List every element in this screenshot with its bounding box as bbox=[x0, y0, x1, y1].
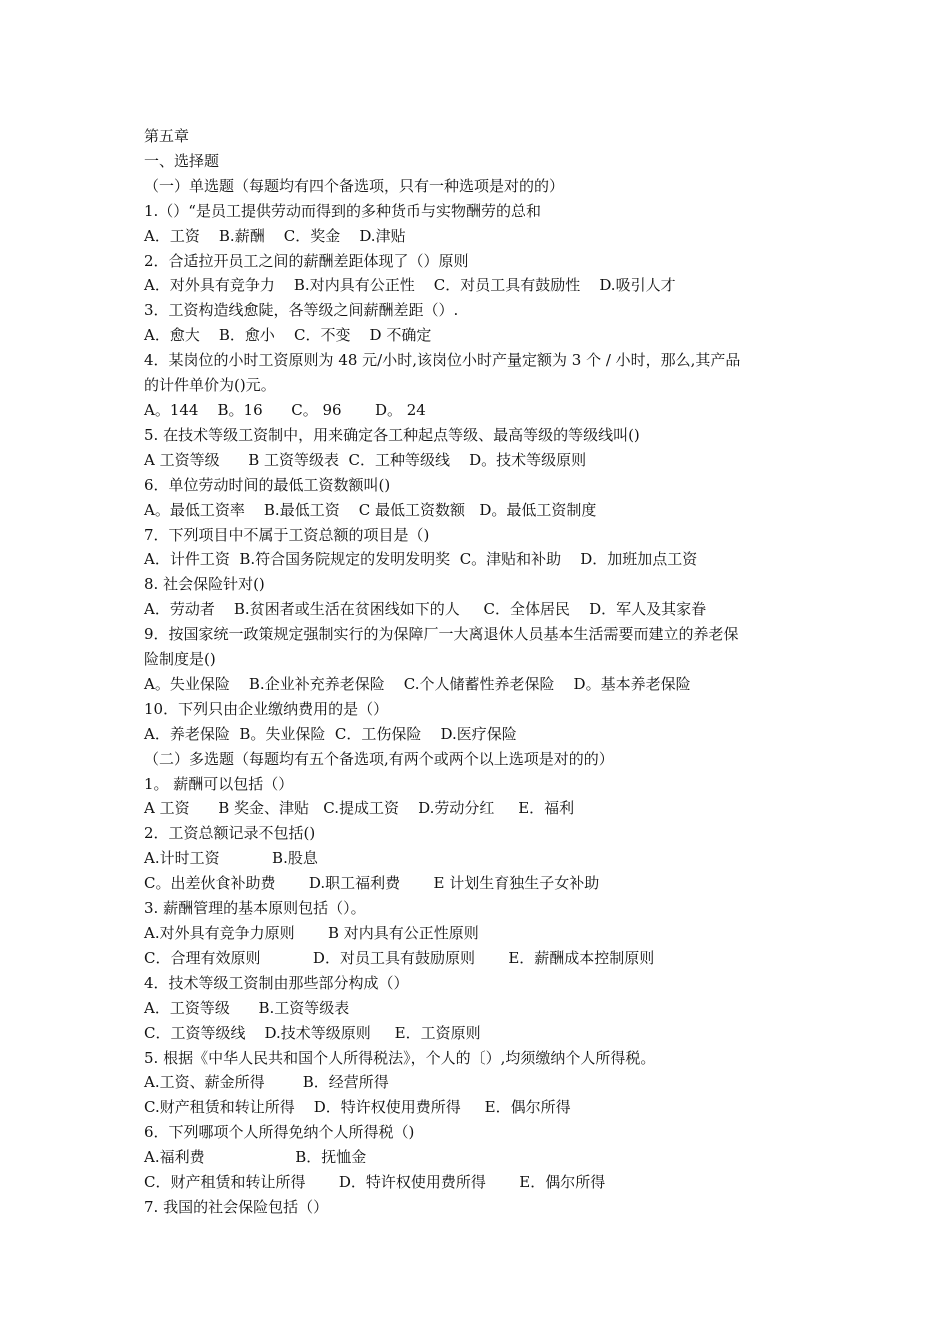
subsection-heading-multiple-choice: （二）多选题（每题均有五个备选项,有两个或两个以上选项是对的的） bbox=[144, 749, 614, 768]
mc-question-4: 4．技术等级工资制由那些部分构成（） bbox=[144, 973, 409, 992]
mc-options-5-row-2: C.财产租赁和转让所得 D．特许权使用费所得 E．偶尔所得 bbox=[144, 1098, 571, 1117]
chapter-title: 第五章 bbox=[144, 127, 190, 145]
question-2: 2．合适拉开员工之间的薪酬差距体现了（）原则 bbox=[144, 251, 469, 270]
options-3: A．愈大 B．愈小 C．不变 D 不确定 bbox=[144, 326, 432, 345]
options-9: A。失业保险 B.企业补充养老保险 C.个人储蓄性养老保险 D。基本养老保险 bbox=[144, 674, 691, 693]
question-9-continued: 险制度是() bbox=[144, 650, 216, 669]
question-8: 8. 社会保险针对() bbox=[144, 575, 265, 594]
mc-question-3: 3. 薪酬管理的基本原则包括（）。 bbox=[144, 899, 366, 918]
options-2: A．对外具有竞争力 B.对内具有公正性 C．对员工具有鼓励性 D.吸引人才 bbox=[144, 276, 676, 295]
mc-options-4-row-2: C．工资等级线 D.技术等级原则 E．工资原则 bbox=[144, 1023, 481, 1042]
mc-options-2-row-2: C。出差伙食补助费 D.职工福利费 E 计划生育独生子女补助 bbox=[144, 874, 600, 893]
subsection-heading-single-choice: （一）单选题（每题均有四个备选项，只有一种选项是对的的） bbox=[144, 176, 565, 195]
mc-options-4-row-1: A．工资等级 B.工资等级表 bbox=[144, 998, 350, 1017]
mc-question-5: 5. 根据《中华人民共和国个人所得税法》，个人的〔）,均须缴纳个人所得税。 bbox=[144, 1048, 656, 1067]
options-7: A．计件工资 B.符合国务院规定的发明发明奖 C。津贴和补助 D．加班加点工资 bbox=[144, 550, 698, 569]
question-9: 9．按国家统一政策规定强制实行的为保障厂一大离退休人员基本生活需要而建立的养老保 bbox=[144, 625, 739, 644]
mc-options-6-row-2: C．财产租赁和转让所得 D．特许权使用费所得 E．偶尔所得 bbox=[144, 1173, 606, 1192]
question-7: 7．下列项目中不属于工资总额的项目是（) bbox=[144, 525, 430, 544]
options-1: A．工资 B.薪酬 C．奖金 D.津贴 bbox=[144, 226, 406, 245]
options-4: A。144 B。16 C。 96 D。 24 bbox=[144, 400, 426, 419]
mc-options-6-row-1: A.福利费 B．抚恤金 bbox=[144, 1148, 367, 1167]
question-5: 5. 在技术等级工资制中，用来确定各工种起点等级、最高等级的等级线叫() bbox=[144, 425, 640, 444]
mc-question-1: 1。 薪酬可以包括（） bbox=[144, 774, 294, 793]
mc-options-3-row-1: A.对外具有竞争力原则 B 对内具有公正性原则 bbox=[144, 924, 479, 942]
mc-question-6: 6．下列哪项个人所得免纳个人所得税（) bbox=[144, 1123, 415, 1142]
question-10: 10．下列只由企业缴纳费用的是（） bbox=[144, 699, 389, 718]
question-3: 3．工资构造线愈陡，各等级之间薪酬差距（）. bbox=[144, 301, 459, 320]
question-4-continued: 的计件单价为()元。 bbox=[144, 376, 276, 395]
options-8: A．劳动者 B.贫困者或生活在贫困线如下的人 C．全体居民 D．军人及其家眷 bbox=[144, 600, 707, 619]
document-body bbox=[144, 124, 824, 1220]
mc-options-1: A 工资 B 奖金、津贴 C.提成工资 D.劳动分红 E．福利 bbox=[144, 799, 575, 818]
mc-options-2-row-1: A.计时工资 B.股息 bbox=[144, 849, 318, 868]
mc-question-2: 2．工资总额记录不包括() bbox=[144, 824, 316, 843]
section-heading: 一、选择题 bbox=[144, 151, 220, 170]
options-5: A 工资等级 B 工资等级表 C．工种等级线 D。技术等级原则 bbox=[144, 450, 587, 469]
options-6: A。最低工资率 B.最低工资 C 最低工资数额 D。最低工资制度 bbox=[144, 500, 597, 519]
question-1: 1.（）“是员工提供劳动而得到的多种货币与实物酬劳的总和 bbox=[144, 201, 541, 220]
mc-options-3-row-2: C．合理有效原则 D．对员工具有鼓励原则 E．薪酬成本控制原则 bbox=[144, 948, 655, 967]
options-10: A．养老保险 B。失业保险 C．工伤保险 D.医疗保险 bbox=[144, 724, 517, 743]
mc-options-5-row-1: A.工资、薪金所得 B．经营所得 bbox=[144, 1073, 389, 1092]
question-4: 4．某岗位的小时工资原则为 48 元/小时,该岗位小时产量定额为 3 个 / 小时，那么,其产品 bbox=[144, 351, 741, 370]
mc-question-7: 7. 我国的社会保险包括（） bbox=[144, 1197, 329, 1216]
question-6: 6．单位劳动时间的最低工资数额叫() bbox=[144, 475, 391, 494]
